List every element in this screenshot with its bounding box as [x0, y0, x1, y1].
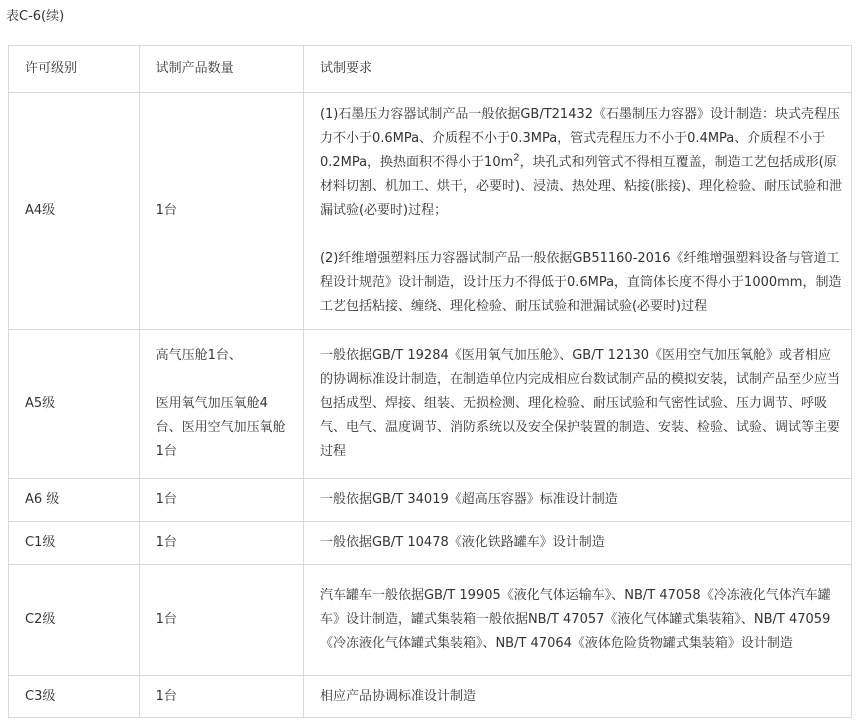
header-trial-requirement: 试制要求 — [303, 46, 851, 93]
cell-level: C1级 — [9, 522, 140, 565]
cell-level: A6 级 — [9, 479, 140, 522]
table-row-c3 — [9, 676, 852, 718]
superscript-exponent: 2 — [513, 152, 520, 164]
table-row-c2 — [9, 565, 852, 676]
cell-requirement: 汽车罐车一般依据GB/T 19905《液化气体运输车》、NB/T 47058《冷冻液化气体汽车罐车》设计制造，罐式集装箱一般依据NB/T 47057《液化气体罐式集装箱》、NB/T 47059《冷冻液化气体罐式集装箱》、NB/T 47064《液体危险货物罐式集装箱》设计制造 — [303, 565, 851, 676]
cell-requirement: 一般依据GB/T 34019《超高压容器》标准设计制造 — [303, 479, 851, 522]
requirement-text: ，块孔式和列管式不得相互覆盖，制造工艺包括成形(原材料切割、机加工、烘干，必要时)、浸渍、热处理、粘接(胀接)、理化检验、耐压试验和泄漏试验(必要时)过程； — [319, 155, 843, 218]
cell-level: A4级 — [9, 93, 140, 330]
cell-quantity: 1台 — [139, 565, 303, 676]
table-caption: 表C-6(续) — [6, 9, 65, 24]
cell-requirement: 一般依据GB/T 19284《医用氧气加压舱》、GB/T 12130《医用空气加压氧舱》或者相应的协调标准设计制造，在制造单位内完成相应台数试制产品的模拟安装，试制产品至少应当包括成型、焊接、组装、无损检测、理化检验、耐压试验和气密性试验、压力调节、呼吸气、电气、温度调节、消防系统以及安全保护装置的制造、安装、检验、试验、调试等主要过程 — [303, 330, 851, 479]
table-header-row — [9, 46, 852, 93]
cell-quantity: 1台 — [139, 93, 303, 330]
requirement-paragraph — [320, 103, 843, 223]
cell-quantity: 1台 — [139, 676, 303, 718]
cell-level: A5级 — [9, 330, 140, 479]
cell-quantity — [139, 330, 303, 479]
table-row-c1 — [9, 522, 852, 565]
quantity-line: 高气压舱1台、 — [155, 348, 242, 363]
table-row-a6 — [9, 479, 852, 522]
table-row-a4 — [9, 93, 852, 330]
cell-requirement: 相应产品协调标准设计制造 — [303, 676, 851, 718]
cell-quantity: 1台 — [139, 479, 303, 522]
header-trial-quantity: 试制产品数量 — [139, 46, 303, 93]
cell-requirement: 一般依据GB/T 10478《液化铁路罐车》设计制造 — [303, 522, 851, 565]
license-requirements-table — [8, 45, 852, 718]
cell-requirement — [303, 93, 851, 330]
requirement-text: (1)石墨压力容器试制产品一般依据GB/T21432《石墨制压力容器》设计制造：块式壳程压力不小于0.6MPa、介质程不小于0.3MPa，管式壳程压力不小于0.4MPa、介质程不小于0.2MPa，换热面积不得小于10m — [319, 107, 841, 170]
quantity-line: 医用氧气加压氧舱4台、医用空气加压氧舱1台 — [155, 396, 286, 459]
header-license-level: 许可级别 — [9, 46, 140, 93]
cell-quantity: 1台 — [139, 522, 303, 565]
cell-level: C3级 — [9, 676, 140, 718]
table-row-a5 — [9, 330, 852, 479]
requirement-paragraph: (2)纤维增强塑料压力容器试制产品一般依据GB51160-2016《纤维增强塑料设备与管道工程设计规范》设计制造，设计压力不得低于0.6MPa，直筒体长度不得小于1000mm，制造工艺包括粘接、缠绕、理化检验、耐压试验和泄漏试验(必要时)过程 — [319, 251, 842, 314]
cell-level: C2级 — [9, 565, 140, 676]
